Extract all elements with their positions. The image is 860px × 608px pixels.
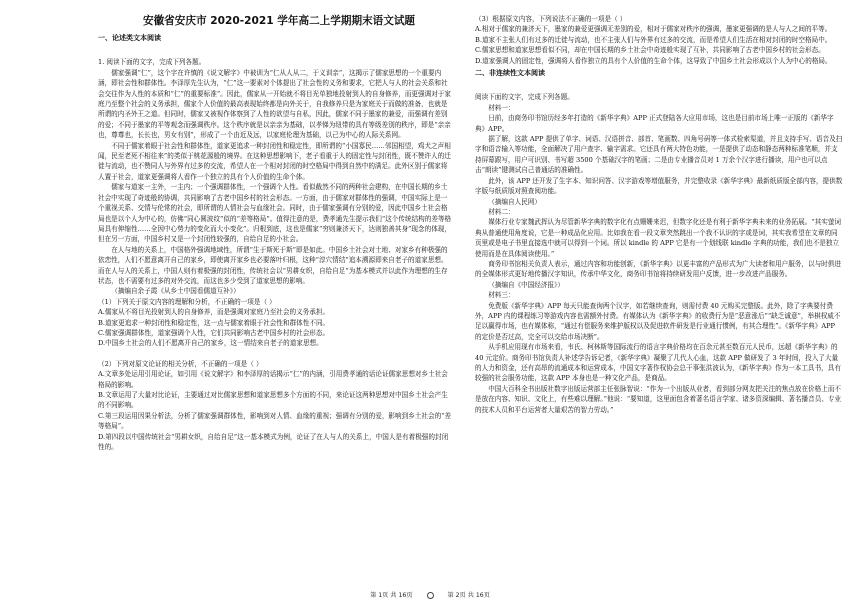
option-c: C.儒家思想和道家思想看似不同，却在中国长期的乡土社会中奇迹般实现了互补，共同影响了古老中国乡村的社会形态。 xyxy=(475,46,825,55)
question-stem: （1）下列关于原文内容的理解和分析，不正确的一项是（ ） xyxy=(98,297,276,306)
material-paragraph: 中国大百科全书出版社数字出版运营部主任张脉智说：“作为一个出版从业者，看到部分网友把关注的焦点放在价格上而不是放在内容、知识、文化上，有些难以理解。”他说：“要知道，这里面包含着著名语言学家、诸多资深编辑、著名播音员、专业的技术人员和平台运营者大量艰苦的智力劳动。” xyxy=(475,384,842,414)
page-number-left: 第 1页 共 16页 xyxy=(370,592,413,599)
material-paragraph: 据了解，这款 APP 提供了单字、词语、汉语拼音、部首、笔画数、四角号码等一体式检索渠道，并且支持手写、语音及扫字和语音输入等功能，全面解决了用户查字、输字需求。它还具有两大特色功能，一是提供了动态和静态两种标准笔顺，并支持屏幕跟写，用户可识别、书写超 3500 个基础汉字的笔画；二是由专业播音员对 1 万余个汉字进行播读，用户也可以点击“朗读”键测试自己普通话的准确性。 xyxy=(475,135,843,175)
material-label: 材料三： xyxy=(488,291,515,300)
question-intro: 1. 阅读下面的文字，完成下列各题。 xyxy=(98,58,206,67)
option-c: C.儒家强调群体性，道家强调个人性，它们共同影响古老中国乡村的社会形态。 xyxy=(98,328,330,337)
spacer xyxy=(98,47,452,57)
option-c: C.第三段运用因果分析法，分析了儒家强调群体性，影响到对人情、血缘的重视；强调有分别的爱，影响到乡土社会的“差等格局”。 xyxy=(98,411,452,431)
passage-paragraph: 不同于儒家着眼于社会性和群体性，道家更追求一种封闭性和稳定性，即所谓的“小国寡民……邻国相望，鸡犬之声相闻，民至老死不相往来”的类似于桃花源般的境界。在这种思想影响下，老子看重于人的固定性与封闭性，既不赞许人的迁徙与流动，也不赞同人与外界有过多的交流，希望人在一个相对封闭的时空格局中得到自然中的满足。此外区别于儒家将人置于社会，道家更强调将人看作一个独立的具有个人价值的生命个体。 xyxy=(98,141,451,181)
material-source: （摘编自人民网） xyxy=(488,197,541,206)
circle-icon xyxy=(427,592,434,599)
material-paragraph: 媒体行业专家魏武挥认为尽管新华字典的数字化有点姗姗来迟，但数字化还是有利于新华字典未来的业务拓展。“其实萤词典从普通使用角度说，它是一种成品化应用。比如我在看一段文章突然跳出一个我不认识的字或是词，其实我希望在文章的同页里或是电子书里直接选中就可以得到一个词。所以 kindle 的 APP 它是有一个划线联 kindle 字典的功能，我们也不是独立使用而是在具体阅读使用。” xyxy=(475,218,842,258)
material-source: （摘编自《中国经济报》） xyxy=(488,280,565,289)
option-d: D.中国乡土社会的人们不愿离开自己的家乡，这一情结来自老子的道家思想。 xyxy=(98,339,323,348)
passage-paragraph: 在人与地的关系上，中国格外强调地域性，所谓“生于斯死于斯”即是如此。中国乡土社会对土地、对家乡有种极强的依恋性，人们不愿意离开自己的家乡，即使离开家乡也必要落叶归根，这种“淳穴情结”追本溯源即来自老子的道家思想。而在人与人的关系上，中国人则有着极强的封闭性，传统社会以“男耕女织，自给自足”为基本模式并以此作为理想的生存状态，也不需要有过多的对外交流，而这也多少受到了道家思想的影响。 xyxy=(98,245,448,285)
page-title: 安徽省安庆市 2020-2021 学年高二上学期期末语文试题 xyxy=(142,15,416,27)
material-paragraph: 商务印书馆相关负责人表示，通过内容和功能创新，《新华字典》以更丰富的产品形式为广大读者和用户服务，以与时俱进的全媒体形式更好地传播汉字知识，传承中华文化，商务印书馆将持续研发用户反馈，进一步改进产品服务。 xyxy=(475,259,841,279)
material-paragraph: 日前，由商务印书馆历经多年打造的《新华字典》APP 正式登陆各大应用市场，这也是目前市场上唯一正版的《新华字典》APP。 xyxy=(475,114,834,133)
option-a: A.儒家从不将目光投射到人的自身修养，而是强调对家庭乃至社会的义务承担。 xyxy=(98,308,330,317)
material-label: 材料一： xyxy=(488,103,515,112)
question-stem: （3）根据原文内容，下列说法不正确的一项是（ ） xyxy=(475,15,627,23)
section-heading-1: 一、论述类文本阅读 xyxy=(98,34,161,42)
option-b: B.道家更追求一种封闭性和稳定性，这一点与儒家着眼于社会性和群体性不同。 xyxy=(98,318,330,327)
material-paragraph: 此外，该 APP 还开发了生字本、知识问答、汉字游戏等增值服务，并完整收录《新华字典》最新纸质版全部内容，提供数字版与纸质版对照查阅功能。 xyxy=(475,176,843,196)
material-paragraph: 免费版《新华字典》APP 每天只能查询两个汉字，如若继续查询，则需付费 40 元购买完整版。此外，除了字典要付费外，APP 内的课程练习等游戏内容也需额外付费。有媒体认为《新华字典》的收费行为是“恶意涨后”“缺乏诚意”，举棋权威不足以赢得市场，也有媒体称，“通过有偿服务来维护版权以及促进软件研发是行业通行惯例，有其合理性”。《新华字典》APP 的定价是否过高，完全可以交给市场决断”。 xyxy=(475,301,841,341)
passage-paragraph: 儒家与道家一主外，一主内；一个强调群体性，一个强调个人性。看似截然不同的两种社会建构，在中国长期的乡土社会中实现了奇迹般的协调，共同影响了古老中国乡村的社会形态。一方面，由于儒家对群体性的强调，中国实际上是一个重视关系、交情与伦常的社会，即所谓的人情社会与血缘社会。同时，由于儒家强调有分别的爱，因此中国乡土社会格局也是以个人为中心的，仿佛“同心圆波纹”似的“差等格局”。值得注意的是，费孝通先生提示我们“这个传统结构的差等格局具有伸缩性……全因中心势力的变化而大小变化”。归根到底，这也是儒家“穷则兼济天下，达则独善其身”现念的体现，但在另一方面，中国乡村又是一个封闭性较强的，自给自足的小社会。 xyxy=(98,183,452,244)
question-intro: 阅读下面的文字，完成下列各题。 xyxy=(475,93,574,102)
option-a: A.相对于儒家的兼济天下，墨家的兼爱更强调无差别的爱，相对于儒家对秩序的强调，墨家更强调的是人与人之间的平等。 xyxy=(475,25,832,34)
passage-source: （摘编自余子霞《从乡土中国看儒道互补》） xyxy=(111,287,240,296)
option-b: B.道家不主张人们有过多的迁徙与流动，也不主张人们与外界有过多的交流，而是希望人们生活在相对封闭的时空格局中。 xyxy=(475,35,832,44)
option-d: D.第四段以中国传统社会“男耕女织，自给自足”这一基本模式为例，论证了在人与人的关系上，中国人是有着极强的封闭性的。 xyxy=(98,432,449,452)
spacer xyxy=(475,82,843,92)
option-d: D.道家强调人的固定性，强调将人看作独立的具有个人价值的生命个体，这导致了中国乡土社会形成以个人为中心的格局。 xyxy=(475,56,832,65)
spacer xyxy=(98,349,452,359)
page-footer xyxy=(0,590,860,599)
material-paragraph: 从手机应用现有市场来看，韦氏、柯林斯等国际流行的语言字典价格均在百余元甚至数百元人民币，远超《新华字典》的 40 元定价。商务印书馆负责人补述学告诉记者，《新华字典》凝聚了几代人心血，这款 APP 做研发了 3 年时间，投入了大量的人力和资金，还有高昂的流通成本和运营成本，中国文字著作权协会总干事张洪波认为，《新华字典》作为一本工具书，具有较强的社会服务功能，这款 APP 本身也是一种文化产品，是商品。 xyxy=(475,343,841,383)
section-heading-2: 二、非连续性文本阅读 xyxy=(475,69,545,78)
right-column xyxy=(475,14,843,415)
left-column xyxy=(98,14,452,452)
option-a: A.文章多处运用引用论证，如引用《说文解字》和李泽厚的话揭示“仁”的内涵，引用费孝通的话论证儒家思想对乡土社会格局的影响。 xyxy=(98,370,448,389)
option-b: B.文章运用了大量对比论证，主要通过对比儒家思想和道家思想多个方面的不同，来论证这两种思想对中国乡土社会产生的不同影响。 xyxy=(98,391,448,410)
passage-paragraph: 儒家强调“仁”，这个字在许慎的《说文解字》中被训为“仁从人从二，于义训亲”，这揭示了儒家思想的一个重要内涵，即社会性和群体性。李泽厚先生认为，“仁”这一要素对个体提出了社会性的义务和要求，它把人与人的社会关系和社会交往作为人性的本质和“仁”的重要标准”。因此，儒家从一开始就不将目光单独地投射到人的自身修养，而更强调对于家庭乃至整个社会的义务承担，儒家个人价值的最高表现始终都是向外关于，自我修养只是为家庭关于而做的准备，也就是所谓的内圣外王之道。但同时，儒家又被视作体察到了人性的欲望与自私，因此，儒家不同于墨家的兼爱，而强调有差别的爱；不同于墨家的平等观念而强调秩序。这个秩序就是以亲亲为基础，以孝悌为纽带的具有等级差别的秩序，即是“亲亲也，尊尊也，长长也，男女有别”，形成了一个由近及远，以家庭伦理为基础，以己为中心的人际关系网。 xyxy=(98,68,451,140)
material-label: 材料二： xyxy=(488,207,515,216)
page-number-right: 第 2页 共 16页 xyxy=(447,592,490,599)
question-stem: （2）下列对原文论证的相关分析，不正确的一项是（ ） xyxy=(98,359,263,368)
